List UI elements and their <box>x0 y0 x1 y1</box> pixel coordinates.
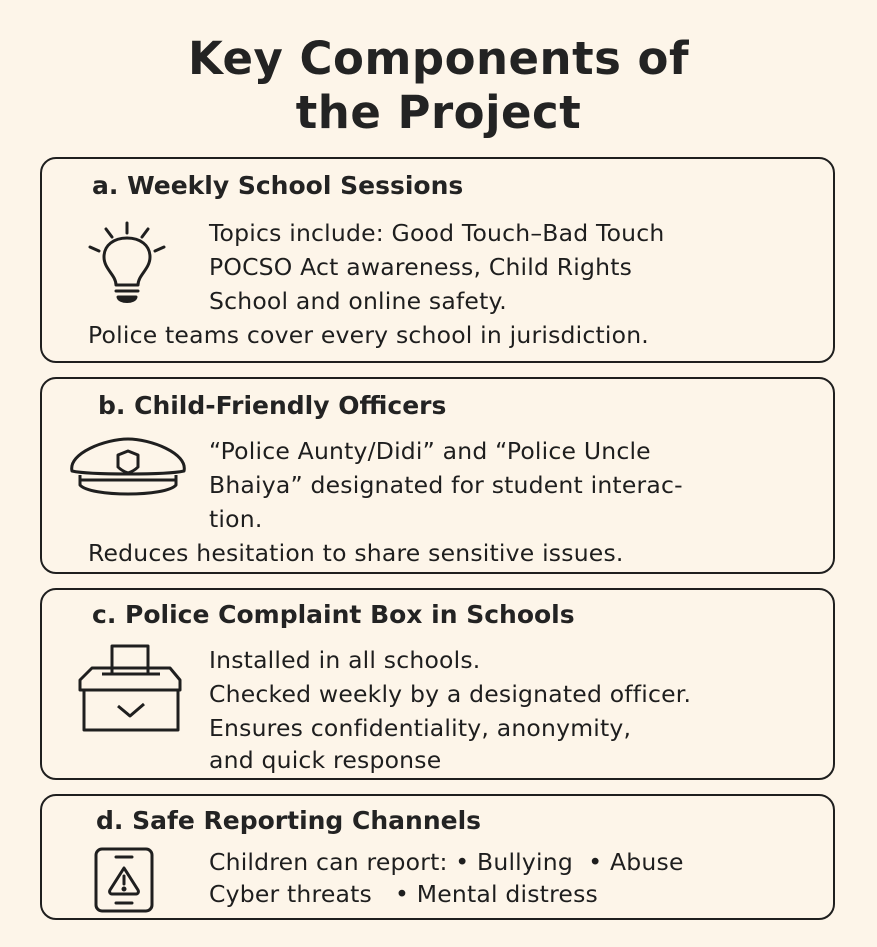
card-heading: b. Child-Friendly Officers <box>98 391 447 420</box>
page-title <box>0 32 877 140</box>
card-heading: c. Police Complaint Box in Schools <box>92 600 575 629</box>
body-line: Ensures confidentiality, anonymity, <box>209 714 632 742</box>
body-line: Installed in all schools. <box>209 646 481 674</box>
body-line: Bhaiya” designated for student interac- <box>209 471 683 499</box>
card-police-complaint-box <box>40 588 835 780</box>
title-line-1: Key Components of <box>187 32 690 85</box>
card-child-friendly-officers <box>40 377 835 574</box>
card-weekly-school-sessions <box>40 157 835 363</box>
body-line: School and online safety. <box>209 287 507 315</box>
body-line: “Police Aunty/Didi” and “Police Uncle <box>209 437 651 465</box>
card-safe-reporting-channels <box>40 794 835 920</box>
body-line: Children can report: • Bullying • Abuse <box>209 848 684 876</box>
body-line: and quick response <box>209 746 442 774</box>
title-line-2: the Project <box>295 86 582 139</box>
card-footer: Police teams cover every school in jurisdiction. <box>88 321 649 349</box>
body-line: Topics include: Good Touch–Bad Touch <box>209 219 665 247</box>
ballot-box-icon <box>76 642 186 736</box>
card-heading: a. Weekly School Sessions <box>92 171 464 200</box>
body-line: tion. <box>209 505 263 533</box>
card-footer: Reduces hesitation to share sensitive issues. <box>88 539 624 567</box>
card-heading: d. Safe Reporting Channels <box>96 806 482 835</box>
body-line: Cyber threats • Mental distress <box>209 880 598 908</box>
lightbulb-icon <box>72 217 182 309</box>
police-cap-icon <box>66 433 190 503</box>
body-line: Checked weekly by a designated officer. <box>209 680 692 708</box>
body-line: POCSO Act awareness, Child Rights <box>209 253 633 281</box>
phone-warning-icon <box>92 846 156 914</box>
